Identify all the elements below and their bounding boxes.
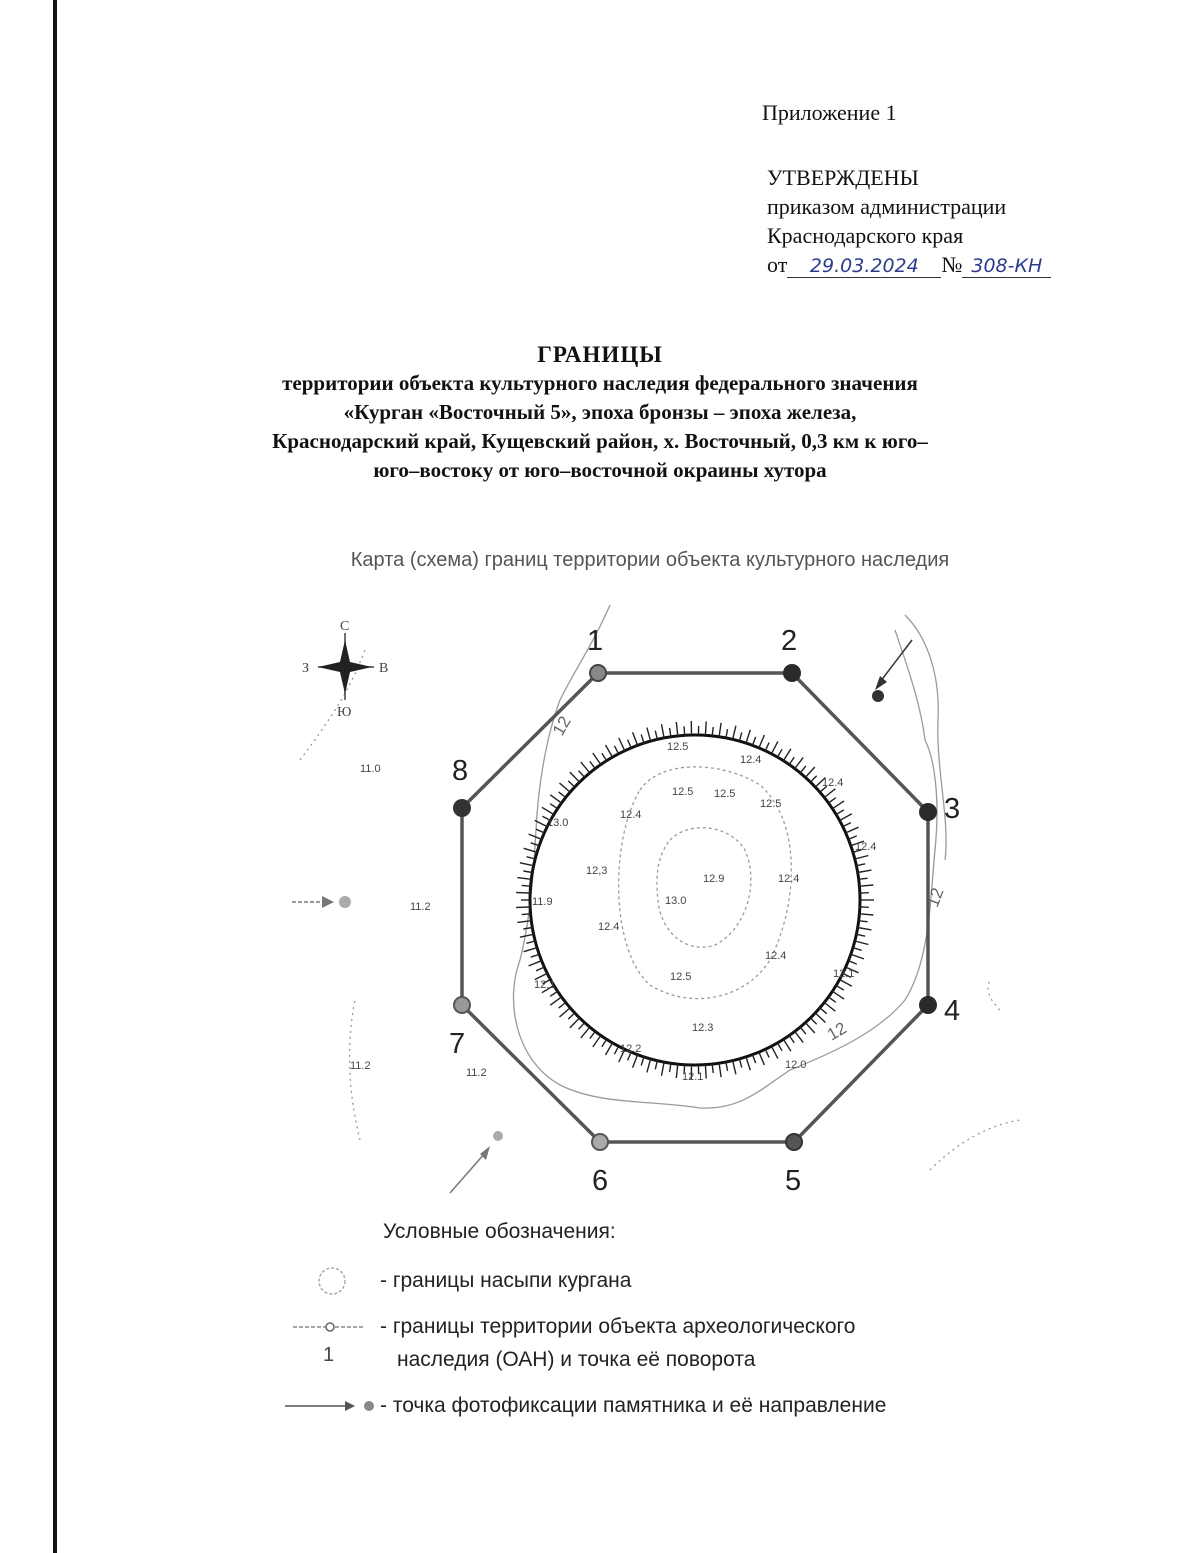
hachure-tick <box>719 1063 721 1077</box>
elevation-mark: 13.0 <box>665 895 687 907</box>
hachure-tick <box>581 762 590 773</box>
hachure-tick <box>856 864 865 866</box>
page-left-border <box>53 0 57 1553</box>
hachure-tick <box>705 1065 706 1079</box>
boundary-symbol-number: 1 <box>323 1344 335 1366</box>
boundary-symbol-icon <box>285 1311 375 1381</box>
hachure-tick <box>536 967 544 971</box>
boundary-point-6 <box>592 1134 608 1150</box>
hachure-tick <box>851 954 864 959</box>
hachure-tick <box>759 735 765 748</box>
hachure-tick <box>619 738 625 751</box>
hachure-tick <box>795 757 803 768</box>
hachure-tick <box>570 772 580 782</box>
hachure-tick <box>789 1036 794 1043</box>
arrow-head <box>875 676 887 690</box>
elevation-mark: 12.5 <box>672 786 694 798</box>
compass-north: С <box>340 619 350 634</box>
mound-circle <box>530 735 860 1065</box>
hachure-tick <box>800 1027 806 1034</box>
legend-photo-text: - точка фотофиксации памятника и её направление <box>380 1394 887 1417</box>
elevation-mark: 12.4 <box>778 873 800 885</box>
hachure-tick <box>771 741 778 753</box>
hachure-tick <box>805 767 814 777</box>
hachure-tick <box>641 1057 644 1066</box>
date-prefix: от <box>767 252 788 277</box>
compass-south: Ю <box>337 705 352 720</box>
arrow-head <box>322 896 334 908</box>
contour-label: 12 <box>923 885 948 910</box>
hachure-tick <box>856 934 865 936</box>
boundary-point-8 <box>453 799 471 817</box>
legend-row-mound <box>285 1265 1045 1297</box>
elevation-mark: 12.3 <box>692 1022 714 1034</box>
hachure-tick <box>641 735 644 744</box>
hachure-tick <box>824 1003 835 1012</box>
legend-mound-text: - границы насыпи кургана <box>380 1269 632 1292</box>
hachure-tick <box>614 746 618 754</box>
point-label-4: 4 <box>944 995 961 1027</box>
boundary-point-5 <box>786 1134 802 1150</box>
hachure-tick <box>523 928 532 930</box>
elevation-mark: 12.4 <box>740 754 762 766</box>
document-title <box>150 340 1050 485</box>
title-main: ГРАНИЦЫ <box>537 342 663 367</box>
hachure-tick <box>858 870 872 872</box>
elevation-mark: 12,3 <box>586 865 608 877</box>
contour-line <box>657 828 751 948</box>
number-sign: № <box>941 252 963 277</box>
legend-row-photo <box>285 1390 1045 1422</box>
title-line-4: юго–востоку от юго–восточной окраины хутора <box>373 458 827 482</box>
contour-line <box>895 630 925 740</box>
hachure-tick <box>676 722 678 736</box>
hachure-tick <box>836 986 844 991</box>
contour-line <box>905 615 946 860</box>
hachure-tick <box>559 1003 566 1009</box>
legend-boundary-text-1: - границы территории объекта археологического <box>380 1315 856 1338</box>
elevation-mark: 11.9 <box>532 896 553 908</box>
hachure-tick <box>789 757 794 764</box>
hachure-tick <box>815 1013 825 1023</box>
hachure-tick <box>516 907 530 908</box>
handwritten-date: 29.03.2024 <box>787 255 941 278</box>
elevation-mark: 11.0 <box>360 763 381 775</box>
point-label-5: 5 <box>785 1165 802 1197</box>
appendix-label: Приложение 1 <box>762 100 897 125</box>
elevation-mark: 12.1 <box>534 979 556 991</box>
hachure-tick <box>559 792 566 798</box>
hachure-tick <box>778 749 783 757</box>
hachure-tick <box>820 1008 827 1014</box>
title-line-3: Краснодарский край, Кущевский район, х. Восточный, 0,3 км к юго– <box>272 429 928 453</box>
hachure-tick <box>832 801 844 809</box>
hachure-tick <box>783 749 791 761</box>
hachure-tick <box>810 1018 816 1024</box>
boundary-point-7 <box>454 997 470 1013</box>
photo-point <box>872 690 884 702</box>
hachure-tick <box>829 997 836 1002</box>
approved-line-1: приказом администрации <box>767 194 1007 219</box>
legend-row-boundary <box>285 1311 1045 1381</box>
legend-boundary-text-2: наследия (ОАН) и точка её поворота <box>397 1348 756 1371</box>
hachure-tick <box>753 1055 756 1063</box>
hachure-tick <box>517 921 531 923</box>
elevation-mark: 12.4 <box>620 809 642 821</box>
hachure-tick <box>810 776 816 782</box>
legend-title: Условные обозначения: <box>383 1220 616 1243</box>
hachure-tick <box>602 753 607 761</box>
hachure-tick <box>753 737 756 745</box>
contour-label: 12 <box>548 712 575 739</box>
hachure-tick <box>759 1052 765 1065</box>
title-line-2: «Курган «Восточный 5», эпоха бронзы – эпоха железа, <box>343 400 857 424</box>
hachure-tick <box>829 798 836 803</box>
hachure-tick <box>579 1023 585 1030</box>
photo-point-symbol-icon <box>285 1390 375 1422</box>
hachure-tick <box>527 941 536 943</box>
elevation-mark: 12.5 <box>760 798 782 810</box>
hachure-tick <box>560 783 571 792</box>
hachure-tick <box>531 954 540 957</box>
boundary-point-2 <box>783 664 801 682</box>
hachure-tick <box>529 961 542 966</box>
photo-direction-arrow <box>880 640 912 682</box>
hachure-tick <box>517 878 531 880</box>
compass-star <box>318 640 372 694</box>
elevation-mark: 12.4 <box>822 777 844 789</box>
handwritten-order-number: 308-КН <box>962 255 1051 278</box>
elevation-marks <box>350 741 876 1083</box>
hachure-tick <box>746 1057 750 1070</box>
hachure-tick <box>712 1064 713 1073</box>
hachure-tick <box>733 726 736 740</box>
point-label-7: 7 <box>449 1028 466 1060</box>
hachure-tick <box>590 1031 595 1038</box>
boundary-point-4 <box>919 996 937 1014</box>
hachure-tick <box>602 1039 607 1047</box>
approved-title: УТВЕРЖДЕНЫ <box>767 165 919 190</box>
hachure-tick <box>614 1046 618 1054</box>
hachure-tick <box>832 991 844 999</box>
order-date-number <box>767 250 1051 279</box>
hachure-tick <box>726 1062 728 1071</box>
boundary-point-3 <box>919 803 937 821</box>
hachure-tick <box>684 726 685 735</box>
contour-line <box>988 980 1000 1010</box>
point-label-6: 6 <box>592 1165 609 1197</box>
hachure-tick <box>516 893 530 894</box>
hachure-tick <box>647 1059 651 1073</box>
elevation-mark: 12.5 <box>667 741 689 753</box>
hachure-tick <box>836 810 844 815</box>
hachure-tick <box>765 1049 769 1057</box>
hachure-tick <box>855 856 869 860</box>
elevation-mark: 12.0 <box>785 1059 807 1071</box>
hachure-tick <box>848 961 856 964</box>
hachure-tick <box>746 730 750 743</box>
elevation-mark: 12.4 <box>855 841 877 853</box>
elevation-mark: 13.0 <box>547 817 569 829</box>
elevation-mark: 12.4 <box>598 921 620 933</box>
hachure-tick <box>719 723 721 737</box>
hachure-tick <box>593 1036 601 1048</box>
hachure-tick <box>522 885 531 886</box>
hachure-tick <box>520 934 534 937</box>
hachure-tick <box>606 745 613 757</box>
hachure-tick <box>523 871 532 873</box>
approved-line-2: Краснодарского края <box>767 223 964 248</box>
hachure-tick <box>739 732 741 741</box>
hachure-tick <box>550 804 558 809</box>
hachure-tick <box>655 1061 657 1070</box>
hachure-tick <box>840 814 852 821</box>
hachure-tick <box>647 728 651 742</box>
contour-line <box>930 1120 1020 1170</box>
contour-lines <box>300 605 1020 1170</box>
hachure-tick <box>655 731 657 740</box>
elevation-mark: 11.2 <box>466 1067 487 1079</box>
hachure-tick <box>524 948 537 952</box>
elevation-mark: 12.2 <box>620 1043 642 1055</box>
point-label-2: 2 <box>781 625 798 657</box>
elevation-mark: 12.5 <box>714 788 736 800</box>
hachure-tick <box>520 863 534 866</box>
hachure-tick <box>800 766 806 773</box>
hachure-tick <box>662 1062 665 1076</box>
boundary-point-1 <box>590 665 606 681</box>
elevation-mark: 12.5 <box>670 971 692 983</box>
point-label-3: 3 <box>944 793 961 825</box>
elevation-mark: 11.2 <box>350 1060 371 1072</box>
hachure-tick <box>824 789 835 798</box>
hachure-tick <box>522 914 531 915</box>
hachure-tick <box>542 807 554 814</box>
hachure-tick <box>853 948 862 951</box>
hachure-tick <box>765 743 769 751</box>
hachure-tick <box>568 1013 575 1019</box>
hachure-tick <box>726 729 728 738</box>
hachure-tick <box>536 829 544 833</box>
hachure-tick <box>590 761 595 768</box>
hachure-tick <box>633 1055 638 1068</box>
hachure-tick <box>859 885 873 886</box>
hachure-tick <box>579 771 585 778</box>
compass-rose <box>302 619 388 720</box>
boundary-map <box>280 590 1060 1210</box>
elevation-mark: 12.4 <box>765 950 787 962</box>
hachure-tick <box>560 1008 571 1017</box>
hachure-tick <box>739 1059 741 1068</box>
hachure-tick <box>858 928 872 930</box>
hachure-tick <box>593 753 601 765</box>
point-label-8: 8 <box>452 755 469 787</box>
hachure-tick <box>581 1027 590 1038</box>
hachure-tick <box>676 1064 678 1078</box>
point-label-1: 1 <box>587 625 604 657</box>
hachure-tick <box>733 1061 736 1075</box>
hachure-tick <box>843 823 851 827</box>
hachure-tick <box>705 721 706 735</box>
hachure-tick <box>846 827 859 833</box>
hachure-tick <box>848 836 856 839</box>
hachure-tick <box>550 795 561 803</box>
hachure-tick <box>778 1043 783 1051</box>
elevation-mark: 11.2 <box>410 901 431 913</box>
elevation-mark: 12.9 <box>703 873 725 885</box>
hachure-tick <box>550 991 558 996</box>
hachure-tick <box>805 1023 814 1033</box>
contour-label: 12 <box>823 1018 850 1045</box>
photo-direction-arrow <box>450 1153 485 1193</box>
hachure-tick <box>606 1043 613 1055</box>
hachure-tick <box>840 980 852 987</box>
title-line-1: территории объекта культурного наследия федерального значения <box>282 371 918 395</box>
photo-point <box>339 896 351 908</box>
hachure-tick <box>795 1031 803 1042</box>
elevation-mark: 12.1 <box>682 1071 704 1083</box>
hachure-tick <box>783 1039 791 1051</box>
hachure-tick <box>662 724 665 738</box>
hachure-tick <box>633 732 638 745</box>
elevation-mark: 12.1 <box>833 968 855 980</box>
compass-west: З <box>302 661 310 676</box>
mound-symbol-icon <box>285 1265 375 1297</box>
hachure-tick <box>771 1046 778 1058</box>
photo-points <box>292 640 912 1193</box>
hachure-tick <box>712 727 713 736</box>
boundary-point-labels <box>449 625 960 1197</box>
hachure-tick <box>550 997 561 1005</box>
hachure-tick <box>628 740 632 748</box>
approval-block <box>767 163 1051 279</box>
hachure-tick <box>859 914 873 915</box>
hachure-tick <box>855 941 869 945</box>
photo-point <box>493 1131 503 1141</box>
compass-east: В <box>379 661 389 676</box>
hachure-tick <box>570 1018 580 1028</box>
hachure-tick <box>568 781 575 787</box>
map-caption: Карта (схема) границ территории объекта культурного наследия <box>350 549 950 571</box>
